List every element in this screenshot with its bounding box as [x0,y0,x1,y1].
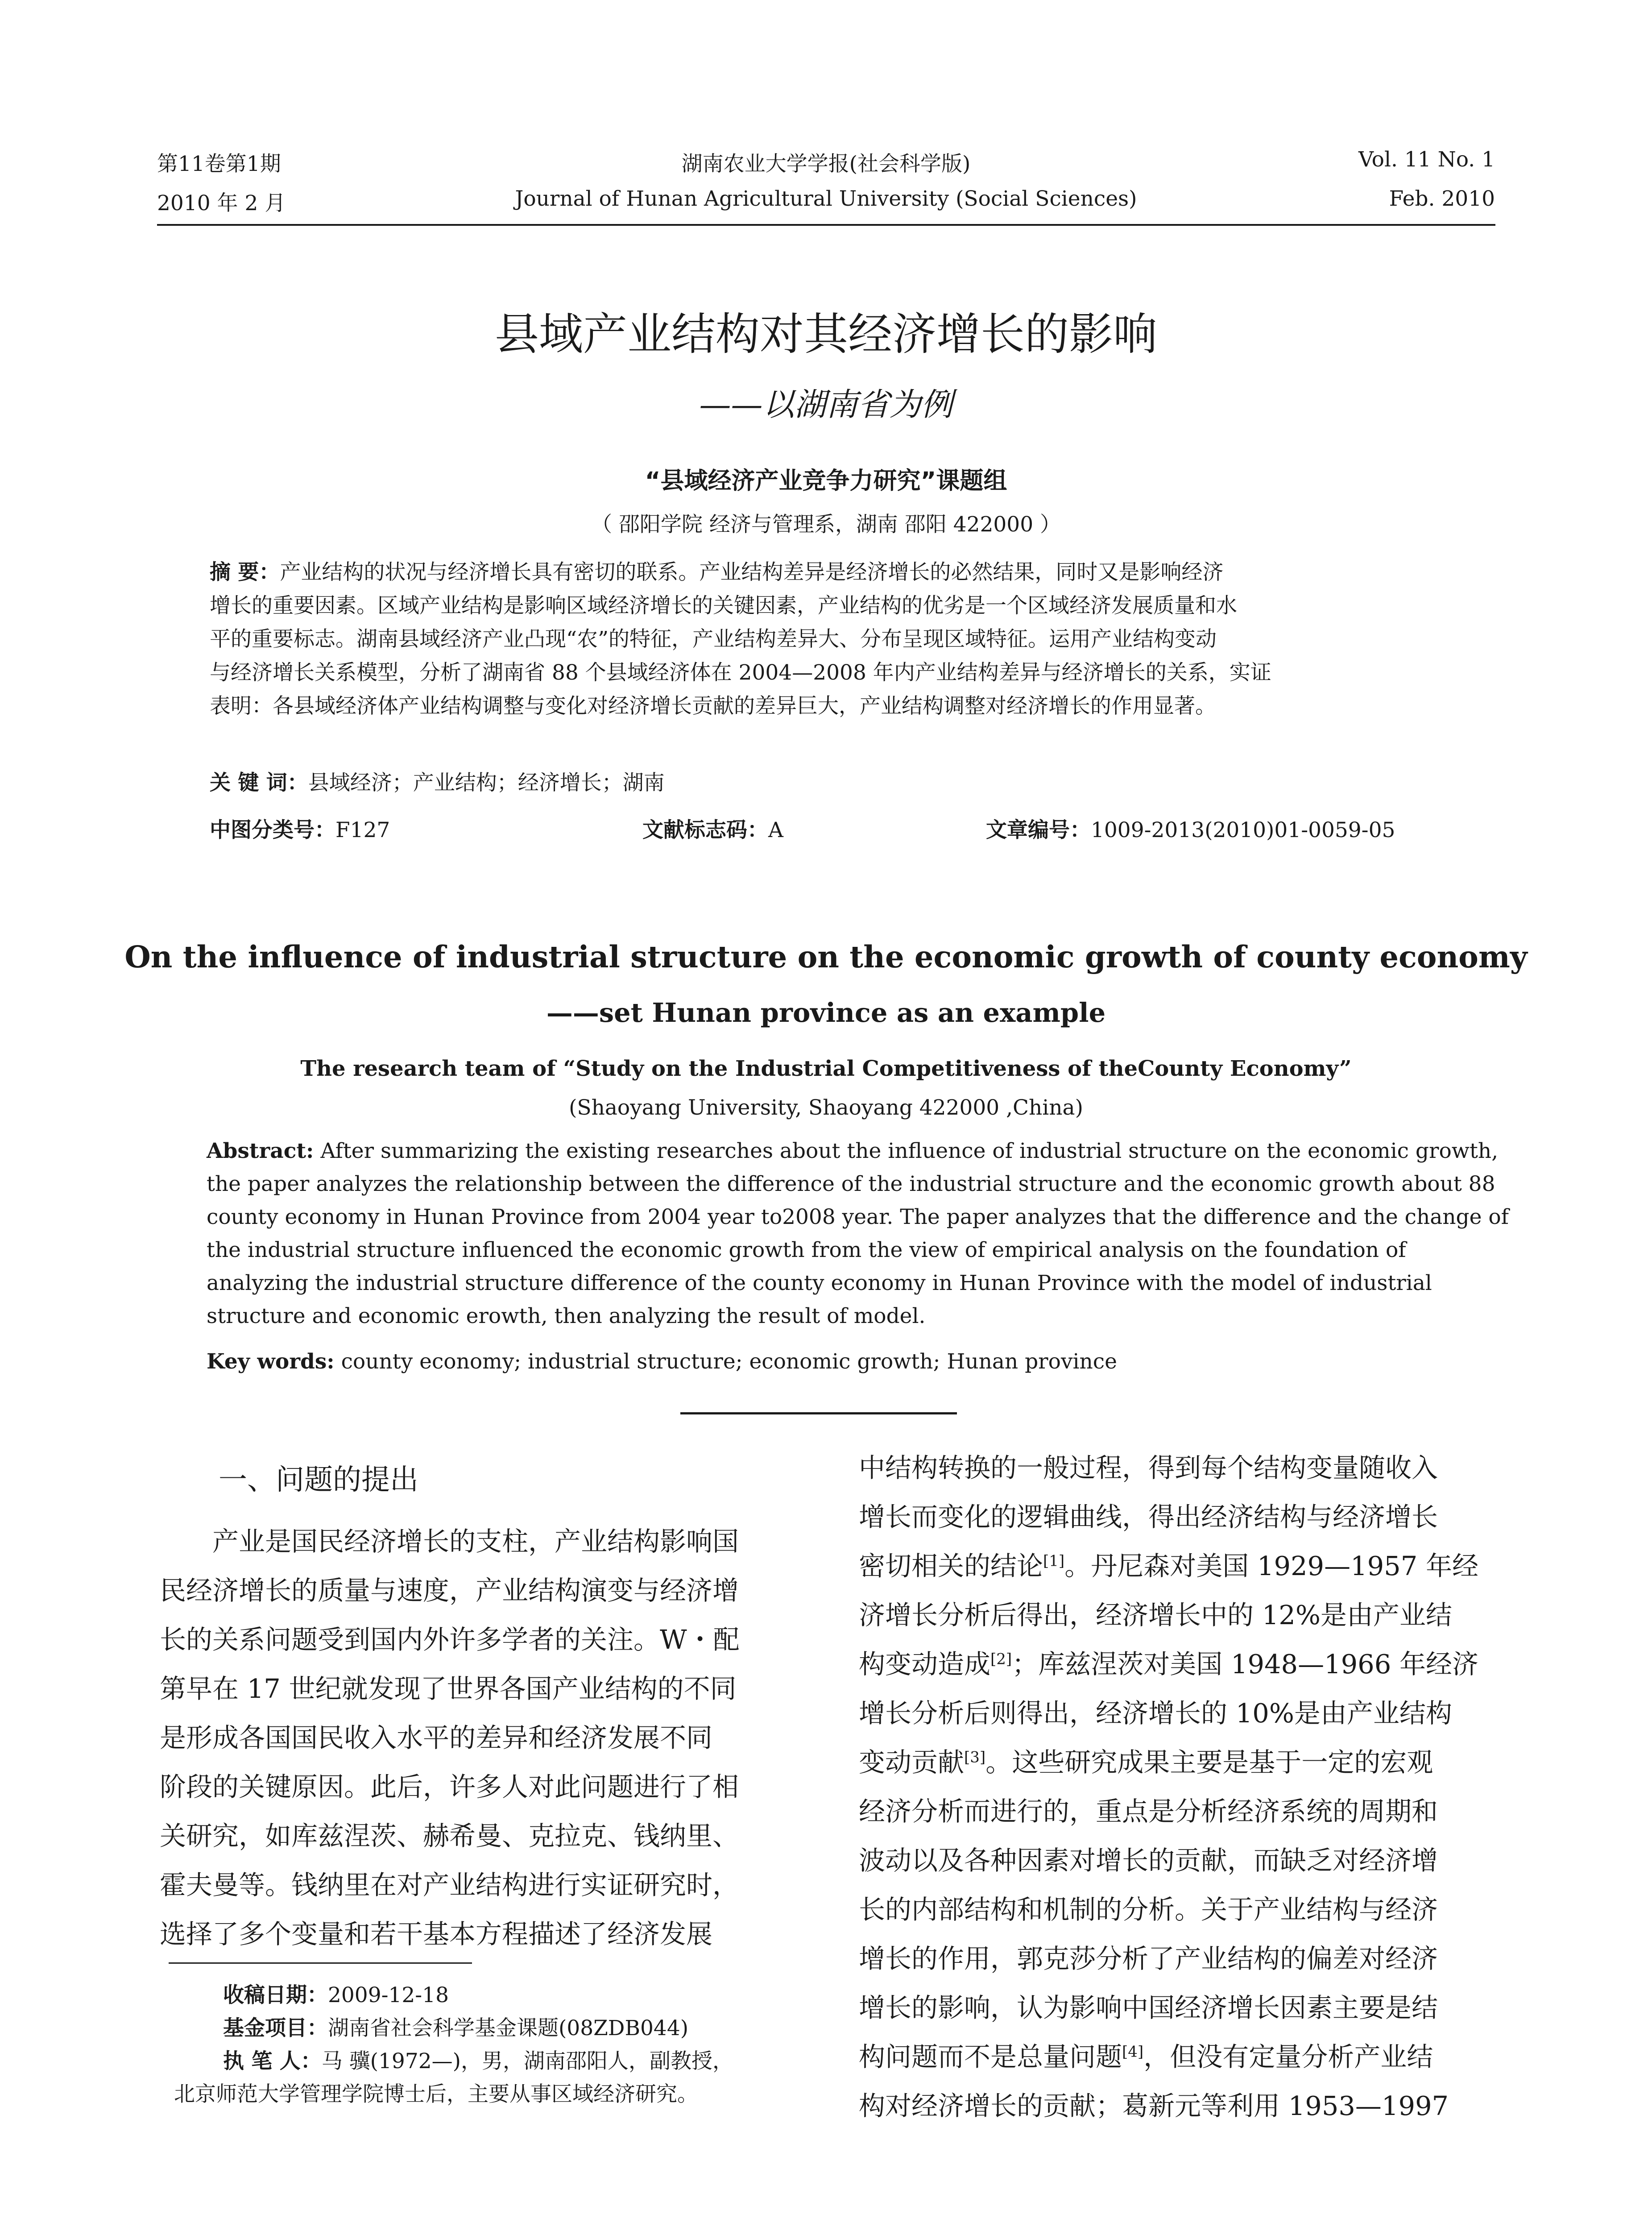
abstract-en-line [207,1135,1499,1168]
body-text: ；库兹涅茨对美国 1948—1966 年经济 [1012,1649,1478,1679]
issue-date-zh: 2010 年 2 月 [157,191,286,216]
volume-issue: 第11卷第1期 [157,152,281,176]
abstract-zh-line: 平的重要标志。湖南县域经济产业凸现“农”的特征，产业结构差异大、分布呈现区域特征。运用产业结构变动 [210,627,1217,651]
keywords-zh-text: 县域经济；产业结构；经济增长；湖南 [308,771,665,795]
abstract-zh-line [210,556,1441,589]
footnote-fund-label: 基金项目： [223,2016,328,2040]
keywords-zh-label: 关 键 词： [210,771,308,795]
body-line: 长的关系问题受到国内外许多学者的关注。W・配 [160,1624,740,1655]
keywords-en-text: county economy; industrial structure; economic growth; Hunan province [341,1349,1117,1374]
citation-ref: [3] [964,1748,986,1767]
abstract-zh [210,556,1441,723]
body-line: 中结构转换的一般过程，得到每个结构变量随收入 [859,1452,1438,1483]
keywords-zh [210,766,665,800]
footnote-fund-value: 湖南省社会科学基金课题(08ZDB044) [328,2016,689,2040]
abstract-en [207,1135,1509,1333]
body-text: 密切相关的结论 [859,1551,1043,1581]
citation-ref: [1] [1043,1552,1065,1570]
body-line [859,2032,1501,2082]
body-text: 。丹尼森对美国 1929—1957 年经 [1064,1551,1478,1581]
abstract-en-line: analyzing the industrial structure difference of the county economy in Hunan Province with the model of industrial [207,1271,1432,1295]
body-left-column [160,1517,809,1959]
subtitle-zh: ——以湖南省为例 [699,386,953,423]
footnote-received-value: 2009-12-18 [328,1983,449,2007]
body-line: 构对经济增长的贡献；葛新元等利用 1953—1997 [859,2090,1449,2121]
article-number-label: 文章编号： [986,818,1091,842]
abstract-zh-line: 表明：各县域经济体产业结构调整与变化对经济增长贡献的差异巨大，产业结构调整对经济增长的作用显著。 [210,694,1216,718]
body-line: 霍夫曼等。钱纳里在对产业结构进行实证研究时， [160,1870,739,1900]
body-line: 关研究，如库兹涅茨、赫希曼、克拉克、钱纳里、 [160,1820,739,1851]
footnote-author-value: 马 骥(1972—)，男，湖南邵阳人，副教授， [321,2049,733,2073]
clc-value: F127 [335,818,390,842]
body-line: 济增长分析后得出，经济增长中的 12%是由产业结 [859,1600,1452,1630]
body-line [859,1542,1501,1591]
keywords-en-label: Key words: [207,1349,335,1374]
body-text: ，但没有定量分析产业结 [1143,2041,1433,2072]
body-line [859,1640,1501,1689]
title-zh: 县域产业结构对其经济增长的影响 [495,309,1157,360]
author-en: The research team of “Study on the Industrial Competitiveness of theCounty Economy” [300,1056,1352,1081]
abstract-en-line: structure and economic erowth, then analyzing the result of model. [207,1304,926,1328]
issue-date-en: Feb. 2010 [1389,187,1495,211]
body-line: 长的内部结构和机制的分析。关于产业结构与经济 [859,1894,1438,1925]
body-text: 。这些研究成果主要是基于一定的宏观 [985,1747,1433,1778]
running-header-bottom [157,187,1495,216]
document-code-label: 文献标志码： [642,818,768,842]
footnote-author-label: 执 笔 人： [223,2049,322,2073]
journal-name-en: Journal of Hunan Agricultural University (Social Sciences) [515,187,1137,211]
body-text: 构变动造成 [859,1649,991,1679]
footnote-author [223,2045,733,2078]
footnotes [223,1979,733,2078]
author-zh: “县域经济产业竞争力研究”课题组 [645,467,1007,494]
footnote-rule [169,1962,472,1964]
article-number-value: 1009-2013(2010)01-0059-05 [1091,818,1395,842]
abstract-en-line: county economy in Hunan Province from 2004 year to2008 year. The paper analyzes that the difference and the change of [207,1205,1509,1229]
article-number [986,813,1395,847]
abstract-en-label: Abstract: [207,1139,314,1163]
body-line: 经济分析而进行的，重点是分析经济系统的周期和 [859,1796,1438,1827]
body-line: 增长的影响，认为影响中国经济增长因素主要是结 [859,1992,1438,2023]
body-line: 增长的作用，郭克莎分析了产业结构的偏差对经济 [859,1943,1438,1974]
affiliation-zh: （ 邵阳学院 经济与管理系，湖南 邵阳 422000 ） [591,512,1061,537]
journal-name-zh: 湖南农业大学学报(社会科学版) [681,152,971,176]
body-line [859,1738,1501,1787]
abstract-en-text: After summarizing the existing researches about the influence of industrial structure on the economic growth, [320,1139,1499,1163]
body-line: 产业是国民经济增长的支柱，产业结构影响国 [212,1526,739,1557]
body-line: 阶段的关键原因。此后，许多人对此问题进行了相 [160,1771,739,1802]
body-line: 选择了多个变量和若干基本方程描述了经济发展 [160,1919,713,1949]
title-en: On the influence of industrial structure on the economic growth of county economy [124,939,1528,975]
abstract-zh-label: 摘 要： [210,560,280,585]
body-line: 第早在 17 世纪就发现了世界各国产业结构的不同 [160,1673,737,1704]
subtitle-en: ——set Hunan province as an example [546,997,1106,1028]
abstract-en-line: the paper analyzes the relationship between the difference of the industrial structure and the economic growth about 88 [207,1172,1495,1196]
citation-ref: [4] [1122,2043,1144,2061]
volume-en: Vol. 11 No. 1 [1358,147,1495,172]
affiliation-en: (Shaoyang University, Shaoyang 422000 ,China) [569,1095,1083,1120]
body-line: 增长分析后则得出，经济增长的 10%是由产业结构 [859,1698,1452,1729]
body-right-column [859,1443,1501,2131]
clc-label: 中图分类号： [210,818,335,842]
document-code-value: A [768,818,783,842]
keywords-en [207,1345,1117,1378]
body-text: 变动贡献 [859,1747,965,1778]
footnote-author-continued: 北京师范大学管理学院博士后，主要从事区域经济研究。 [174,2082,698,2107]
running-header-top [157,147,1495,174]
body-line: 增长而变化的逻辑曲线，得出经济结构与经济增长 [859,1501,1438,1532]
abstract-zh-line: 与经济增长关系模型，分析了湖南省 88 个县域经济体在 2004—2008 年内产业结构差异与经济增长的关系，实证 [210,660,1271,685]
abstract-zh-line: 增长的重要因素。区域产业结构是影响区域经济增长的关键因素，产业结构的优劣是一个区域经济发展质量和水 [210,593,1237,618]
body-text: 构问题而不是总量问题 [859,2041,1122,2072]
footnote-received-label: 收稿日期： [223,1983,328,2007]
footnote-received [223,1979,733,2012]
abstract-en-line: the industrial structure influenced the economic growth from the view of empirical analysis on the foundation of [207,1238,1406,1262]
footnote-fund [223,2012,733,2045]
section-separator [680,1412,957,1414]
abstract-zh-text: 产业结构的状况与经济增长具有密切的联系。产业结构差异是经济增长的必然结果，同时又是影响经济 [280,560,1224,585]
citation-ref: [2] [990,1650,1012,1668]
body-line: 波动以及各种因素对增长的贡献，而缺乏对经济增 [859,1845,1438,1876]
body-line: 是形成各国国民收入水平的差异和经济发展不同 [160,1722,713,1753]
header-rule [157,224,1495,226]
clc-number [210,813,390,847]
section-heading: 一、问题的提出 [219,1464,418,1497]
body-line: 民经济增长的质量与速度，产业结构演变与经济增 [160,1575,739,1606]
document-code [642,813,783,847]
